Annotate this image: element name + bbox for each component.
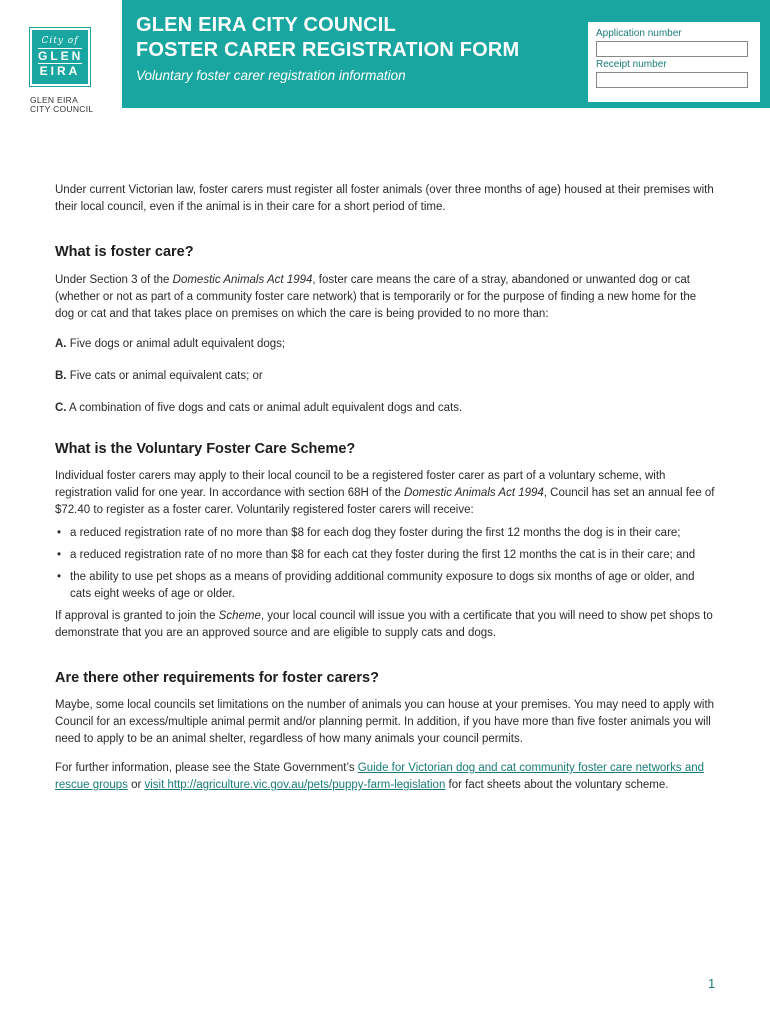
logo-eira: EIRA: [39, 64, 81, 78]
page-number: 1: [708, 976, 716, 991]
document-body: [55, 182, 717, 794]
scheme-paragraph: Individual foster carers may apply to their local council to be a registered foster carer as part of a voluntary scheme, with registration valid for one year. In accordance with section 68H of the Domestic Animals Act 1994, Council has set an annual fee of $72.40 to register as a foster carer. Voluntarily registered foster carers will receive:: [55, 470, 715, 516]
further-info-paragraph: For further information, please see the State Government’s Guide for Victorian dog and cat community foster care networks and rescue groups or visit http://agriculture.vic.gov.au/pets/puppy-farm-legislation for fact sheets about the voluntary scheme.: [55, 762, 705, 791]
option-c: C. A combination of five dogs and cats or animal adult equivalent dogs and cats.: [55, 402, 463, 414]
list-item: • a reduced registration rate of no more than $8 for each cat they foster during the first 12 months the cat is in their care; and: [55, 547, 717, 564]
intro-paragraph: Under current Victorian law, foster carers must register all foster animals (over three months of age) housed at their premises with their local council, even if the animal is in their care for a short period of time.: [55, 184, 714, 213]
requirements-paragraph: Maybe, some local councils set limitations on the number of animals you can house at your premises. You may need to apply with Council for an excess/multiple animal permit and/or planning permit. In addition, if you have more than five foster animals you will need to apply to be an animal shelter, regardless of how many animals your council permits.: [55, 699, 715, 745]
council-title: GLEN EIRA CITY COUNCIL: [136, 14, 396, 36]
logo-glen: GLEN: [38, 49, 84, 63]
application-number-field[interactable]: [596, 41, 748, 57]
receipt-number-field[interactable]: [596, 72, 748, 88]
bullet-icon: •: [57, 549, 62, 561]
heading-what-is-foster-care: What is foster care?: [55, 244, 194, 260]
benefits-list: [55, 525, 717, 603]
office-use-panel: [588, 22, 760, 102]
heading-other-requirements: Are there other requirements for foster carers?: [55, 670, 379, 686]
list-item: • a reduced registration rate of no more than $8 for each dog they foster during the first 12 months the dog is in their care;: [55, 525, 717, 542]
approval-paragraph: If approval is granted to join the Scheme, your local council will issue you with a certificate that you will need to show pet shops to demonstrate that you are an approved source and are eligible to supply cats and dogs.: [55, 610, 713, 639]
bullet-icon: •: [57, 527, 62, 539]
bullet-icon: •: [57, 571, 62, 583]
option-a: A. Five dogs or animal adult equivalent dogs;: [55, 338, 286, 350]
option-b: B. Five cats or animal equivalent cats; or: [55, 370, 263, 382]
form-title: FOSTER CARER REGISTRATION FORM: [136, 39, 520, 61]
form-subtitle: Voluntary foster carer registration information: [136, 68, 406, 83]
foster-care-definition: Under Section 3 of the Domestic Animals Act 1994, foster care means the care of a stray, abandoned or unwanted dog or cat (whether or not as part of a community foster care network) that is temporarily or for the purpose of finding a new home for the dog or cat and that takes place on premises on which the care is being provided to no more than:: [55, 274, 697, 320]
logo-council-name: [30, 96, 93, 114]
heading-voluntary-scheme: What is the Voluntary Foster Care Scheme?: [55, 441, 356, 457]
list-item: • the ability to use pet shops as a means of providing additional community exposure to dogs six months of age or older, and cats eight weeks of age or older.: [57, 571, 695, 600]
guide-link[interactable]: Guide for Victorian dog and cat community foster care networks and rescue groups: [55, 762, 705, 791]
agriculture-vic-link[interactable]: visit http://agriculture.vic.gov.au/pets/puppy-farm-legislation: [144, 779, 446, 791]
logo-name-line2: CITY COUNCIL: [30, 104, 94, 114]
logo-city-of: City of: [41, 36, 79, 46]
application-number-label: Application number: [596, 28, 682, 39]
council-logo: [30, 28, 90, 86]
receipt-number-label: Receipt number: [596, 59, 667, 70]
logo-name-line1: GLEN EIRA: [30, 95, 79, 105]
